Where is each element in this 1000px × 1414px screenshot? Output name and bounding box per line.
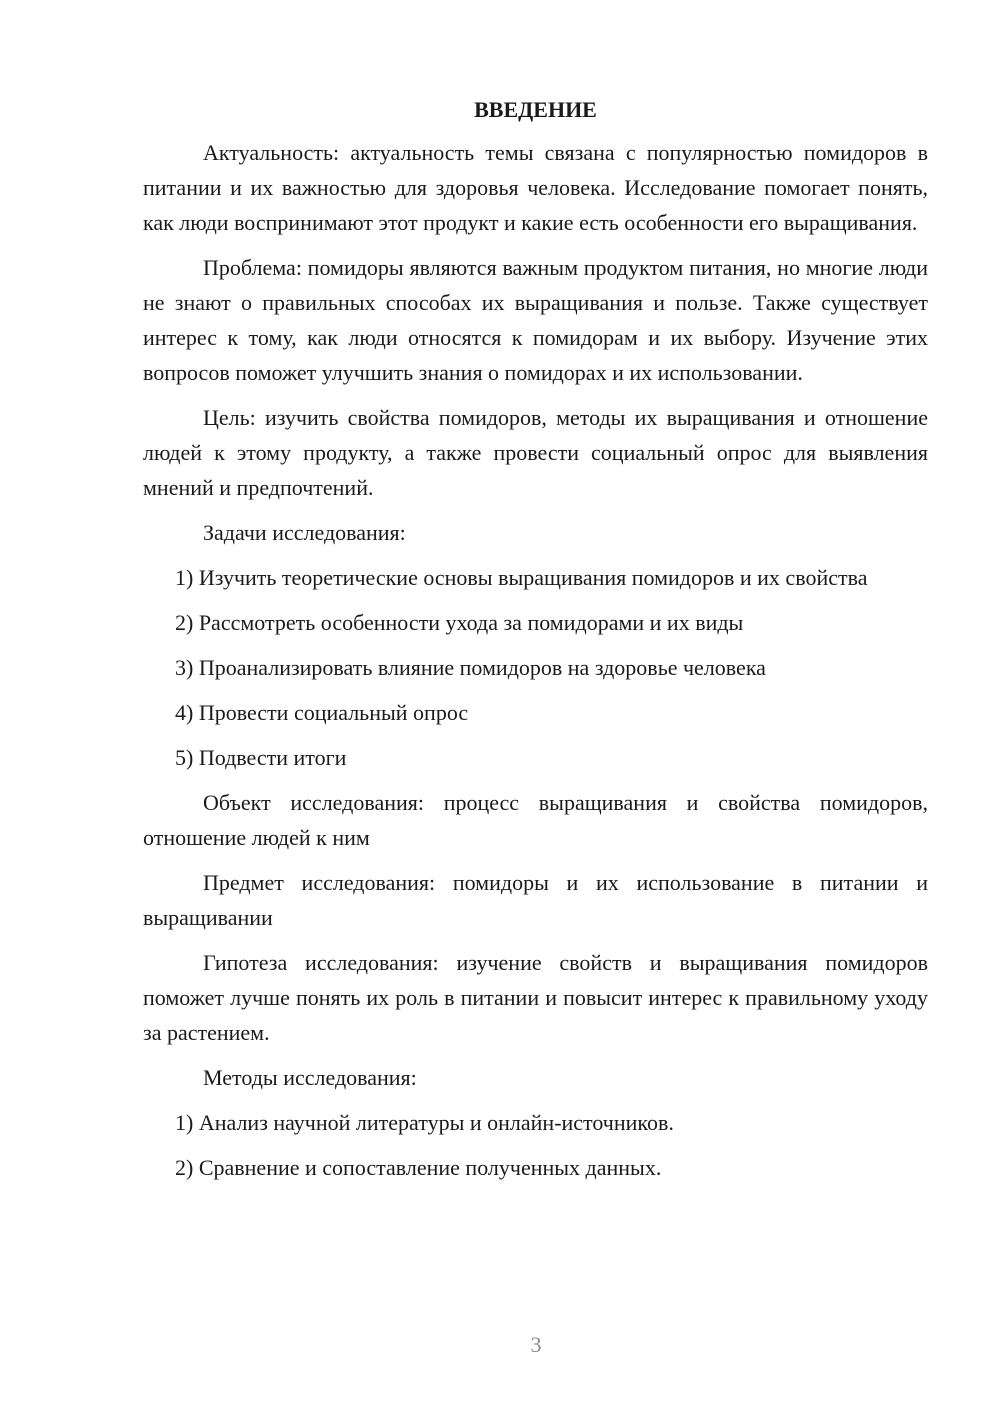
paragraph-subject: Предмет исследования: помидоры и их использование в питании и выращивании	[143, 870, 928, 930]
task-item: 3) Проанализировать влияние помидоров на здоровье человека	[175, 655, 766, 680]
method-item: 1) Анализ научной литературы и онлайн-источников.	[175, 1110, 674, 1135]
paragraph-relevance: Актуальность: актуальность темы связана с популярностью помидоров в питании и их важностью для здоровья человека. Исследование помогает понять, как люди воспринимают этот продукт и какие есть особенности его выращивания.	[143, 140, 928, 235]
paragraph-goal: Цель: изучить свойства помидоров, методы их выращивания и отношение людей к этому продукту, а также провести социальный опрос для выявления мнений и предпочтений.	[143, 405, 928, 500]
section-title: ВВЕДЕНИЕ	[474, 97, 597, 122]
methods-heading: Методы исследования:	[203, 1065, 417, 1090]
page-content	[143, 95, 928, 1195]
page-number: 3	[530, 1332, 542, 1357]
paragraph-problem: Проблема: помидоры являются важным продуктом питания, но многие люди не знают о правильных способах их выращивания и пользе. Также существует интерес к тому, как люди относятся к помидорам и их выбору. Изучение этих вопросов поможет улучшить знания о помидорах и их использовании.	[143, 255, 928, 385]
task-item: 2) Рассмотреть особенности ухода за помидорами и их виды	[175, 610, 744, 635]
task-item: 5) Подвести итоги	[175, 745, 347, 770]
task-item: 4) Провести социальный опрос	[175, 700, 469, 725]
paragraph-hypothesis: Гипотеза исследования: изучение свойств и выращивания помидоров поможет лучше понять их роль в питании и повысит интерес к правильному уходу за растением.	[143, 950, 928, 1045]
method-item: 2) Сравнение и сопоставление полученных данных.	[175, 1155, 662, 1180]
paragraph-object: Объект исследования: процесс выращивания и свойства помидоров, отношение людей к ним	[143, 790, 928, 850]
tasks-heading: Задачи исследования:	[203, 520, 406, 545]
task-item: 1) Изучить теоретические основы выращивания помидоров и их свойства	[175, 565, 868, 590]
